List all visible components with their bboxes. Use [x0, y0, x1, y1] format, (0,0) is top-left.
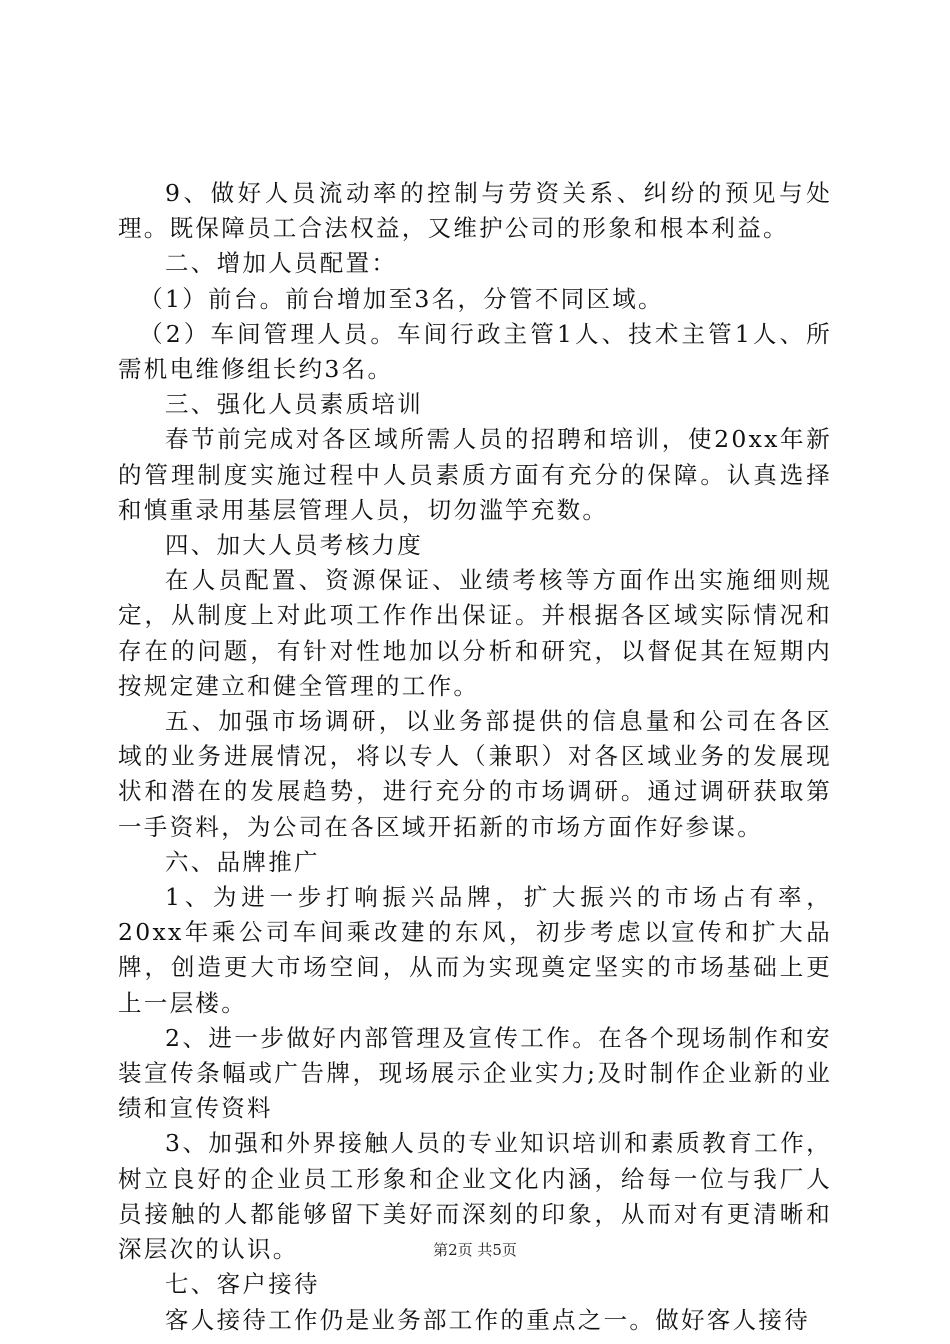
paragraph-item-9: 9、做好人员流动率的控制与劳资关系、纠纷的预见与处理。既保障员工合法权益，又维护公司的形象和根本利益。: [118, 179, 832, 243]
paragraph-assessment: 在人员配置、资源保证、业绩考核等方面作出实施细则规定，从制度上对此项工作作出保证。并根据各区域实际情况和存在的问题，有针对性地加以分析和研究，以督促其在短期内按规定建立和健全管理的工作。: [118, 566, 832, 700]
paragraph-market-research: 五、加强市场调研，以业务部提供的信息量和公司在各区域的业务进展情况，将以专人（兼职）对各区域业务的发展现状和潜在的发展趋势，进行充分的市场调研。通过调研获取第一手资料，为公司在各区域开拓新的市场方面作好参谋。: [118, 707, 832, 841]
paragraph-brand-1: 1、为进一步打响振兴品牌，扩大振兴的市场占有率，20xx年乘公司车间乘改建的东风，初步考虑以宣传和扩大品牌，创造更大市场空间，从而为实现奠定坚实的市场基础上更上一层楼。: [118, 883, 832, 1017]
paragraph-workshop-staff: （2）车间管理人员。车间行政主管1人、技术主管1人、所需机电维修组长约3名。: [118, 319, 833, 384]
page-number-footer: 第2页 共5页: [433, 1241, 517, 1259]
paragraph-front-desk: （1）前台。前台增加至3名，分管不同区域。: [139, 284, 664, 313]
paragraph-brand-2: 2、进一步做好内部管理及宣传工作。在各个现场制作和安装宣传条幅或广告牌，现场展示企业实力;及时制作企业新的业绩和宣传资料: [118, 1023, 832, 1123]
section-heading-staffing: 二、增加人员配置：: [165, 249, 398, 278]
paragraph-brand-3: 3、加强和外界接触人员的专业知识培训和素质教育工作，树立良好的企业员工形象和企业文化内涵，给每一位与我厂人员接触的人都能够留下美好而深刻的印象，从而对有更清晰和深层次的认识。: [118, 1129, 832, 1264]
section-heading-training: 三、强化人员素质培训: [165, 390, 423, 419]
document-body: [118, 176, 832, 1338]
paragraph-training: 春节前完成对各区域所需人员的招聘和培训，使20xx年新的管理制度实施过程中人员素质方面有充分的保障。认真选择和慎重录用基层管理人员，切勿滥竽充数。: [118, 425, 832, 524]
section-heading-brand: 六、品牌推广: [165, 847, 320, 876]
paragraph-reception: 客人接待工作仍是业务部工作的重点之一。做好客人接待: [165, 1305, 810, 1334]
section-heading-reception: 七、客户接待: [165, 1270, 320, 1299]
section-heading-assessment: 四、加大人员考核力度: [165, 531, 423, 560]
